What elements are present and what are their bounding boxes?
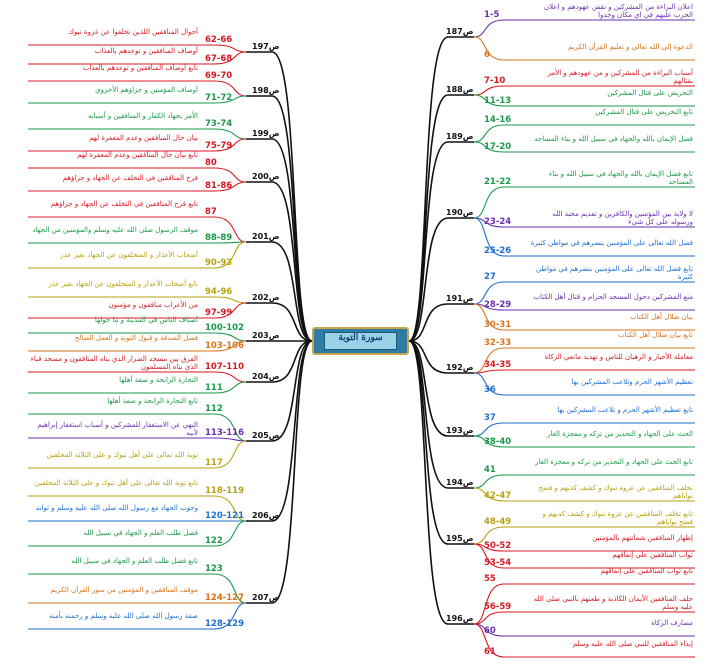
verse-range: 50-52 bbox=[484, 541, 512, 551]
page-label: ص194 bbox=[446, 478, 474, 487]
page-label: ص195 bbox=[446, 534, 474, 543]
topic-text: تابع توبة الله تعالى على أهل تبوك و على الثلاثة المخلفين bbox=[34, 479, 198, 487]
topic-text: موقف الرسول صلى الله عليه وسلم والمؤمنين من الجهاد bbox=[32, 226, 198, 234]
verse-range: 100-102 bbox=[205, 323, 245, 333]
page-label: ص190 bbox=[446, 208, 474, 217]
verse-range: 117 bbox=[205, 458, 223, 468]
topic-text: معاملة الأحبار و الرهبان للناس و تهديد مانعي الزكاة bbox=[544, 353, 693, 361]
verse-range: 21-22 bbox=[484, 177, 512, 187]
verse-range: 17-20 bbox=[484, 142, 512, 152]
verse-range: 38-40 bbox=[484, 437, 512, 447]
topic-text: تابع أوصاف المنافقين و توعدهم بالعذاب bbox=[82, 64, 198, 72]
verse-range: 112 bbox=[205, 404, 223, 414]
verse-range: 27 bbox=[484, 272, 496, 282]
topic-text: أصحاب الأعذار و المتخلفون عن الجهاد بغير عذر bbox=[60, 251, 198, 259]
verse-range: 69-70 bbox=[205, 71, 233, 81]
page-label: ص203 bbox=[252, 331, 280, 340]
topic-text: الدعوة إلى الله تعالى و تعليم القرآن الكريم bbox=[567, 43, 693, 51]
topic-text: تابع أصحاب الأعذار و المتخلفون عن الجهاد بغير عذر bbox=[48, 280, 198, 288]
verse-range: 75-79 bbox=[205, 141, 233, 151]
verse-range: 81-86 bbox=[205, 181, 233, 191]
topic-text: صفة رسول الله صلى الله عليه وسلم و رحمته بأمته bbox=[49, 612, 198, 620]
verse-range: 61 bbox=[484, 647, 496, 657]
verse-range: 60 bbox=[484, 626, 496, 636]
page-label: ص201 bbox=[252, 232, 280, 241]
verse-range: 42-47 bbox=[484, 491, 512, 501]
topic-text: تابع بيان ضلال أهل الكتاب bbox=[618, 331, 693, 339]
verse-range: 107-110 bbox=[205, 362, 245, 372]
topic-text: إظهار المنافقين شماتتهم بالمؤمنين bbox=[592, 534, 693, 542]
verse-range: 88-89 bbox=[205, 233, 233, 243]
verse-range: 118-119 bbox=[205, 486, 245, 496]
verse-range: 14-16 bbox=[484, 115, 512, 125]
verse-range: 73-74 bbox=[205, 119, 233, 129]
verse-range: 41 bbox=[484, 465, 496, 475]
verse-range: 36 bbox=[484, 385, 496, 395]
topic-text: أسباب البراءة من المشركين و من عهودهم و الأمر بقتالهم bbox=[547, 69, 693, 85]
verse-range: 34-35 bbox=[484, 360, 512, 370]
page-label: ص202 bbox=[252, 293, 280, 302]
topic-text: الحث على الجهاد و التحذير من تركه و معجزة الغار bbox=[547, 430, 693, 438]
topic-text: توبة الله تعالى على أهل تبوك و على الثلاثة المخلفين bbox=[46, 451, 198, 459]
page-label: ص197 bbox=[252, 42, 280, 51]
topic-text: تابع فضل الله تعالى على المؤمنين بنصرهم في مواطن كثيرة bbox=[536, 265, 693, 281]
page-label: ص189 bbox=[446, 132, 474, 141]
topic-text: فرح المنافقين في التخلف عن الجهاد و جزاؤهم bbox=[62, 174, 198, 182]
topic-text: فضل الإيمان بالله والجهاد في سبيل الله و بناء المساجد bbox=[534, 135, 693, 143]
topic-text: التجارة الرابحة و صفة أهلها bbox=[119, 376, 198, 384]
verse-range: 32-33 bbox=[484, 338, 512, 348]
page-label: ص198 bbox=[252, 86, 280, 95]
verse-range: 25-26 bbox=[484, 246, 512, 256]
verse-range: 6 bbox=[484, 50, 490, 60]
page-label: ص193 bbox=[446, 426, 474, 435]
topic-text: فضل الله تعالى على المؤمنين بنصرهم في مواطن كثيرة bbox=[530, 239, 693, 247]
topic-text: ثواب المنافقين على إنفاقهم bbox=[612, 551, 693, 559]
topic-text: تابع فرح المنافقين في التخلف عن الجهاد و جزاؤهم bbox=[50, 200, 198, 208]
topic-text: بيان ضلال أهل الكتاب bbox=[630, 313, 693, 321]
verse-range: 87 bbox=[205, 207, 217, 217]
verse-range: 28-29 bbox=[484, 300, 512, 310]
page-label: ص207 bbox=[252, 593, 280, 602]
topic-text: النهي عن الاستغفار للمشركين و أسباب استغفار إبراهيم لأبيه bbox=[37, 421, 198, 437]
surah-title-box bbox=[312, 327, 409, 355]
topic-text: أصناف الناس في المدينة و ما حولها bbox=[94, 316, 198, 324]
page-label: ص200 bbox=[252, 172, 280, 181]
topic-text: حلف المنافقين الأيمان الكاذبة و طعنهم بالنبي صلى الله عليه وسلم bbox=[533, 595, 693, 611]
topic-text: تعظيم الأشهر الحرم وتلاعب المشركين بها bbox=[571, 378, 693, 386]
topic-text: التحريض على قتال المشركين bbox=[607, 89, 693, 97]
topic-text: أحوال المنافقين اللذين تخلفوا عن غزوة تبوك bbox=[68, 28, 198, 36]
verse-range: 94-96 bbox=[205, 287, 233, 297]
topic-text: تابع بيان حال المنافقين وعدم المغفرة لهم bbox=[77, 151, 198, 159]
topic-text: فضل الصدقة و قبول التوبة و العمل الصالح bbox=[74, 334, 198, 342]
topic-text: أوصاف المنافقين و توعدهم بالعذاب bbox=[94, 47, 198, 55]
topic-text: الأمر بجهاد الكفار و المنافقين و أسبابه bbox=[87, 112, 198, 120]
verse-range: 11-13 bbox=[484, 96, 512, 106]
verse-range: 90-93 bbox=[205, 258, 233, 268]
topic-text: مصارف الزكاة bbox=[651, 619, 693, 627]
topic-text: تابع التحريض على قتال المشركين bbox=[595, 108, 693, 116]
page-label: ص188 bbox=[446, 85, 474, 94]
topic-text: تابع فضل طلب العلم و الجهاد في سبيل الله bbox=[71, 557, 198, 565]
verse-range: 55 bbox=[484, 574, 496, 584]
verse-range: 80 bbox=[205, 158, 217, 168]
page-label: ص199 bbox=[252, 129, 280, 138]
topic-text: لا ولاية بين المؤمنين والكافرين و تقديم محبة الله ورسوله على كل شيء bbox=[552, 210, 693, 226]
verse-range: 103-106 bbox=[205, 341, 245, 351]
page-label: ص196 bbox=[446, 614, 474, 623]
page-label: ص206 bbox=[252, 511, 280, 520]
topic-text: تابع ثواب المنافقين على إنفاقهم bbox=[600, 567, 693, 575]
verse-range: 122 bbox=[205, 536, 223, 546]
topic-text: منع المشركين دخول المسجد الحرام و قتال أهل الكتاب bbox=[533, 293, 693, 301]
verse-range: 111 bbox=[205, 383, 223, 393]
verse-range: 113-116 bbox=[205, 428, 245, 438]
topic-text: تابع فضل الإيمان بالله والجهاد في سبيل الله و بناء المساجد bbox=[548, 170, 693, 186]
topic-text: تابع الحث على الجهاد و التحذير من تركه و معجزة الغار bbox=[535, 458, 693, 466]
verse-range: 67-68 bbox=[205, 54, 233, 64]
page-label: ص204 bbox=[252, 372, 280, 381]
verse-range: 23-24 bbox=[484, 217, 512, 227]
verse-range: 71-72 bbox=[205, 93, 233, 103]
topic-text: اعلان البراءة من المشركين و نقض عهودهم و اعلان الحرب عليهم في اي مكان وجدوا bbox=[543, 3, 693, 19]
topic-text: إيذاء المنافقين للنبي صلى الله عليه وسلم bbox=[572, 640, 693, 648]
verse-range: 120-121 bbox=[205, 511, 245, 521]
verse-range: 37 bbox=[484, 413, 496, 423]
topic-text: تابع التجارة الرابحة و صفة أهلها bbox=[107, 397, 198, 405]
page-label: ص187 bbox=[446, 27, 474, 36]
topic-text: وجوب الجهاد مع رسول الله صلى الله عليه وسلم و ثوابه bbox=[35, 504, 198, 512]
topic-text: بيان حال المنافقين وعدم المغفرة لهم bbox=[89, 134, 198, 142]
page-label: ص191 bbox=[446, 294, 474, 303]
topic-text: موقف المنافقين و المؤمنين من سور القرآن الكريم bbox=[50, 586, 198, 594]
page-label: ص205 bbox=[252, 431, 280, 440]
verse-range: 124-127 bbox=[205, 593, 245, 603]
verse-range: 1-5 bbox=[484, 10, 500, 20]
topic-text: الفرق بين مسجد الضرار الذي بناه المنافقون و مسجد قباء الذي بناه المسلمون bbox=[30, 355, 198, 371]
verse-range: 62-66 bbox=[205, 35, 233, 45]
verse-range: 56-59 bbox=[484, 602, 512, 612]
verse-range: 7-10 bbox=[484, 76, 506, 86]
surah-title: سورة التوبة bbox=[338, 333, 383, 343]
verse-range: 128-129 bbox=[205, 619, 245, 629]
topic-text: تابع تخلف المنافقين عن غزوة تبوك و كشف كذبهم و فضح نواياهم bbox=[542, 510, 693, 526]
topic-text: أوصاف المؤمنين و جزاؤهم الأخروي bbox=[95, 86, 198, 94]
verse-range: 48-49 bbox=[484, 517, 512, 527]
verse-range: 97-99 bbox=[205, 308, 233, 318]
verse-range: 123 bbox=[205, 564, 223, 574]
verse-range: 53-54 bbox=[484, 558, 512, 568]
topic-text: تابع تعظيم الأشهر الحرم و تلاعب المشركين بها bbox=[557, 406, 693, 414]
topic-text: تخلف المنافقين عن غزوة تبوك و كشف كذبهم و فضح نواياهم bbox=[538, 484, 693, 500]
verse-range: 30-31 bbox=[484, 320, 512, 330]
page-label: ص192 bbox=[446, 363, 474, 372]
topic-text: من الأعراب منافقون و مؤمنون bbox=[108, 301, 198, 309]
topic-text: فضل طلب العلم و الجهاد في سبيل الله bbox=[83, 529, 198, 537]
